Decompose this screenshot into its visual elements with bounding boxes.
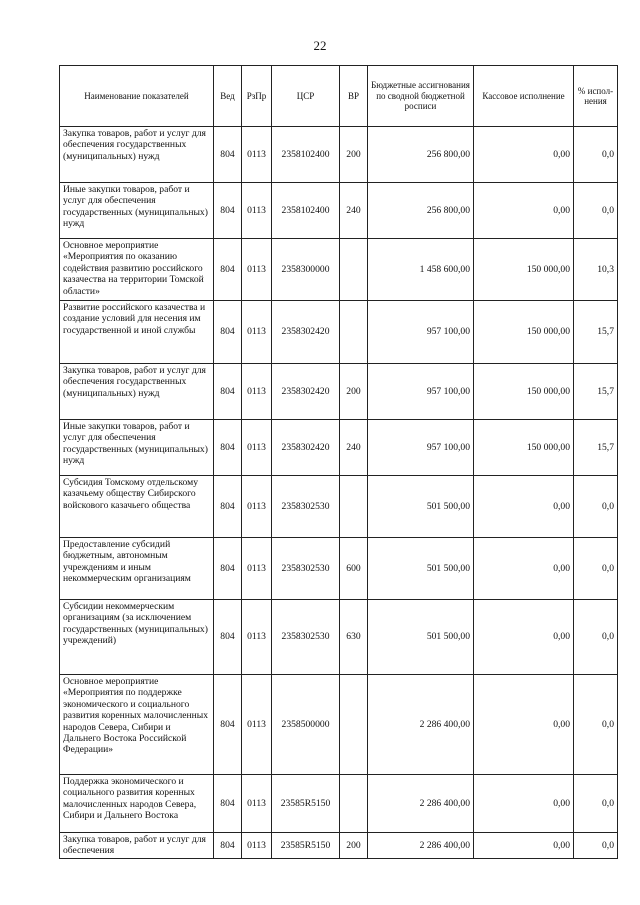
cell-ved: 804 [214, 127, 242, 183]
cell-cash: 0,00 [474, 476, 574, 538]
cell-ved: 804 [214, 301, 242, 364]
cell-name: Иные закупки товаров, работ и услуг для обеспечения государственных (муниципальных) нужд [60, 183, 214, 239]
table-body [60, 127, 618, 859]
cell-cash: 150 000,00 [474, 239, 574, 301]
cell-name: Иные закупки товаров, работ и услуг для обеспечения государственных (муниципальных) нужд [60, 420, 214, 476]
cell-cash: 0,00 [474, 675, 574, 775]
cell-assign: 2 286 400,00 [368, 675, 474, 775]
cell-csr: 2358302530 [272, 476, 340, 538]
cell-assign: 957 100,00 [368, 301, 474, 364]
cell-assign: 501 500,00 [368, 476, 474, 538]
cell-rzpr: 0113 [242, 600, 272, 675]
header-pct: % испол-нения [574, 66, 618, 127]
cell-assign: 256 800,00 [368, 127, 474, 183]
cell-rzpr: 0113 [242, 301, 272, 364]
cell-pct: 15,7 [574, 301, 618, 364]
cell-csr: 2358302530 [272, 600, 340, 675]
header-vr: ВР [340, 66, 368, 127]
cell-assign: 501 500,00 [368, 600, 474, 675]
cell-pct: 15,7 [574, 420, 618, 476]
cell-cash: 0,00 [474, 538, 574, 600]
cell-vr [340, 476, 368, 538]
cell-pct: 0,0 [574, 476, 618, 538]
table-row [60, 538, 618, 600]
table-row [60, 239, 618, 301]
cell-ved: 804 [214, 239, 242, 301]
cell-csr: 2358302530 [272, 538, 340, 600]
cell-ved: 804 [214, 538, 242, 600]
cell-cash: 0,00 [474, 833, 574, 859]
cell-csr: 2358102400 [272, 127, 340, 183]
cell-cash: 150 000,00 [474, 364, 574, 420]
cell-assign: 957 100,00 [368, 420, 474, 476]
header-rzpr: РзПр [242, 66, 272, 127]
cell-vr [340, 675, 368, 775]
cell-rzpr: 0113 [242, 476, 272, 538]
cell-name: Субсидии некоммерческим организациям (за исключением государственных (муниципальных) учреждений) [60, 600, 214, 675]
cell-name: Субсидия Томскому отдельскому казачьему обществу Сибирского войскового казачьего общества [60, 476, 214, 538]
header-csr: ЦСР [272, 66, 340, 127]
cell-csr: 2358300000 [272, 239, 340, 301]
cell-pct: 0,0 [574, 675, 618, 775]
cell-ved: 804 [214, 600, 242, 675]
cell-csr: 23585R5150 [272, 833, 340, 859]
cell-cash: 0,00 [474, 183, 574, 239]
cell-rzpr: 0113 [242, 183, 272, 239]
cell-pct: 10,3 [574, 239, 618, 301]
cell-pct: 0,0 [574, 183, 618, 239]
cell-pct: 0,0 [574, 127, 618, 183]
cell-name: Развитие российского казачества и создание условий для несения им государственной и иной службы [60, 301, 214, 364]
table-row [60, 127, 618, 183]
cell-name: Закупка товаров, работ и услуг для обеспечения государственных (муниципальных) нужд [60, 364, 214, 420]
cell-name: Основное мероприятие «Мероприятия по оказанию содействия развитию российского казачества на территории Томской области» [60, 239, 214, 301]
cell-rzpr: 0113 [242, 675, 272, 775]
table-row [60, 775, 618, 833]
cell-ved: 804 [214, 364, 242, 420]
cell-assign: 256 800,00 [368, 183, 474, 239]
cell-rzpr: 0113 [242, 833, 272, 859]
cell-name: Поддержка экономического и социального развития коренных малочисленных народов Севера, Сибири и Дальнего Востока [60, 775, 214, 833]
cell-vr: 240 [340, 420, 368, 476]
page-number: 22 [313, 38, 327, 53]
cell-csr: 2358302420 [272, 364, 340, 420]
cell-rzpr: 0113 [242, 538, 272, 600]
header-assign: Бюджетные ассигнования по сводной бюджетной росписи [368, 66, 474, 127]
cell-vr: 630 [340, 600, 368, 675]
table-row [60, 301, 618, 364]
cell-pct: 15,7 [574, 364, 618, 420]
cell-assign: 2 286 400,00 [368, 775, 474, 833]
budget-table [59, 65, 618, 859]
cell-csr: 2358302420 [272, 420, 340, 476]
cell-vr: 200 [340, 127, 368, 183]
cell-name: Основное мероприятие «Мероприятия по поддержке экономического и социального развития коренных малочисленных народов Севера, Сибири и Дальнего Востока Российской Федерации» [60, 675, 214, 775]
table-row [60, 675, 618, 775]
cell-vr: 600 [340, 538, 368, 600]
table-row [60, 476, 618, 538]
cell-pct: 0,0 [574, 538, 618, 600]
cell-rzpr: 0113 [242, 775, 272, 833]
cell-name: Предоставление субсидий бюджетным, автономным учреждениям и иным некоммерческим организациям [60, 538, 214, 600]
cell-assign: 501 500,00 [368, 538, 474, 600]
cell-rzpr: 0113 [242, 127, 272, 183]
cell-ved: 804 [214, 420, 242, 476]
table-row [60, 364, 618, 420]
cell-pct: 0,0 [574, 833, 618, 859]
cell-cash: 150 000,00 [474, 420, 574, 476]
cell-cash: 0,00 [474, 600, 574, 675]
header-ved: Вед [214, 66, 242, 127]
cell-pct: 0,0 [574, 775, 618, 833]
cell-ved: 804 [214, 833, 242, 859]
cell-vr [340, 301, 368, 364]
table-row [60, 600, 618, 675]
cell-csr: 23585R5150 [272, 775, 340, 833]
cell-rzpr: 0113 [242, 239, 272, 301]
header-name: Наименование показателей [60, 66, 214, 127]
cell-ved: 804 [214, 675, 242, 775]
table-row [60, 183, 618, 239]
cell-csr: 2358102400 [272, 183, 340, 239]
cell-vr: 240 [340, 183, 368, 239]
cell-vr [340, 775, 368, 833]
cell-name: Закупка товаров, работ и услуг для обеспечения государственных (муниципальных) нужд [60, 127, 214, 183]
table-header-row [60, 66, 618, 127]
table-row [60, 833, 618, 859]
header-cash: Кассовое исполнение [474, 66, 574, 127]
cell-vr [340, 239, 368, 301]
cell-cash: 0,00 [474, 127, 574, 183]
cell-ved: 804 [214, 775, 242, 833]
cell-rzpr: 0113 [242, 420, 272, 476]
cell-vr: 200 [340, 364, 368, 420]
cell-name: Закупка товаров, работ и услуг для обеспечения [60, 833, 214, 859]
cell-csr: 2358302420 [272, 301, 340, 364]
cell-cash: 150 000,00 [474, 301, 574, 364]
cell-rzpr: 0113 [242, 364, 272, 420]
cell-cash: 0,00 [474, 775, 574, 833]
cell-pct: 0,0 [574, 600, 618, 675]
cell-assign: 957 100,00 [368, 364, 474, 420]
table-row [60, 420, 618, 476]
cell-csr: 2358500000 [272, 675, 340, 775]
cell-assign: 1 458 600,00 [368, 239, 474, 301]
cell-ved: 804 [214, 183, 242, 239]
cell-assign: 2 286 400,00 [368, 833, 474, 859]
cell-ved: 804 [214, 476, 242, 538]
cell-vr: 200 [340, 833, 368, 859]
